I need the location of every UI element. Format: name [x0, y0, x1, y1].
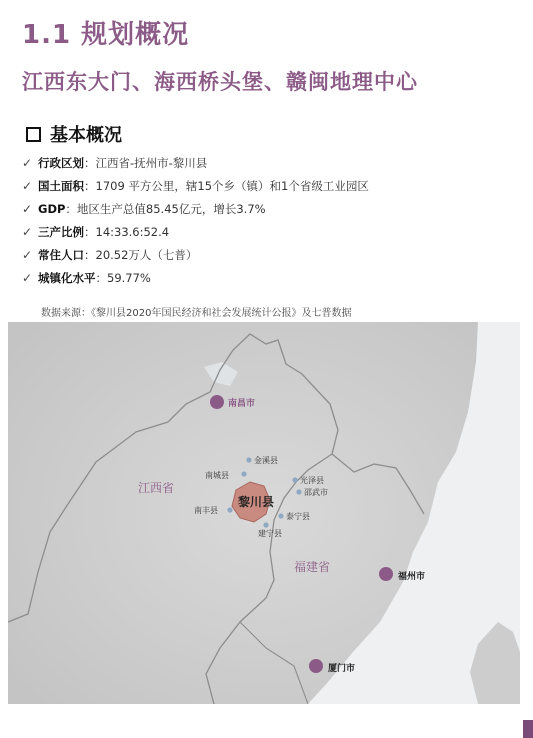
lichuan-label: 黎川县: [238, 495, 275, 509]
nanchang-marker: [210, 395, 224, 409]
fact-value: ：14:33.6:52.4: [84, 225, 170, 239]
nanchang-label: 南昌市: [228, 399, 256, 409]
fact-value: ：地区生产总值85.45亿元，增长3.7%: [65, 202, 266, 216]
shaowu-marker: [296, 489, 301, 494]
shaowu-label: 邵武市: [304, 488, 328, 497]
jiangxi-label: 江西省: [138, 481, 175, 495]
list-item: [22, 153, 369, 176]
overview-heading-text: 基本概况: [50, 125, 122, 146]
fujian-label: 福建省: [294, 560, 331, 574]
page-corner-tab: [523, 720, 533, 738]
jinxi-label: 金溪县: [254, 456, 278, 465]
xiamen-label: 厦门市: [328, 664, 356, 674]
jinxi-marker: [246, 457, 251, 462]
square-bullet-icon: [26, 127, 41, 142]
fuzhou-marker: [379, 567, 393, 581]
list-item: [22, 222, 369, 245]
check-icon: ✓: [22, 156, 33, 170]
list-item: [22, 245, 369, 268]
jianning-label: 建宁县: [258, 529, 282, 538]
guangze-marker: [292, 477, 297, 482]
nancheng-label: 南城县: [205, 471, 229, 480]
map-svg: [8, 322, 520, 704]
nanfeng-marker: [227, 507, 232, 512]
jianning-marker: [263, 522, 268, 527]
taining-label: 泰宁县: [286, 512, 310, 521]
overview-list: [22, 153, 369, 291]
xiamen-marker: [309, 659, 323, 673]
nancheng-marker: [241, 471, 246, 476]
check-icon: ✓: [22, 271, 33, 285]
fact-value: ：59.77%: [95, 271, 151, 285]
nanfeng-label: 南丰县: [194, 506, 218, 515]
page-subtitle: 江西东大门、海西桥头堡、赣闽地理中心: [22, 70, 418, 94]
fact-key: 城镇化水平: [38, 271, 96, 285]
fact-value: ：江西省-抚州市-黎川县: [84, 156, 208, 170]
check-icon: ✓: [22, 202, 33, 216]
overview-heading: [26, 121, 122, 147]
list-item: [22, 268, 369, 291]
fact-value: ：1709 平方公里，辖15个乡（镇）和1个省级工业园区: [84, 179, 369, 193]
fact-key: 三产比例: [38, 225, 84, 239]
fact-key: 国土面积: [38, 179, 84, 193]
list-item: [22, 176, 369, 199]
fuzhou-label: 福州市: [398, 572, 426, 582]
list-item: [22, 199, 369, 222]
location-map: [8, 322, 520, 704]
check-icon: ✓: [22, 179, 33, 193]
data-source-note: 数据来源：《黎川县2020年国民经济和社会发展统计公报》及七普数据: [41, 308, 352, 319]
guangze-label: 光泽县: [300, 476, 324, 485]
fact-key: GDP: [38, 202, 66, 216]
fact-value: ：20.52万人（七普）: [84, 248, 198, 262]
section-title: 1.1 规划概况: [22, 20, 190, 50]
fact-key: 常住人口: [38, 248, 84, 262]
fact-key: 行政区划: [38, 156, 84, 170]
check-icon: ✓: [22, 248, 33, 262]
check-icon: ✓: [22, 225, 33, 239]
taining-marker: [278, 513, 283, 518]
